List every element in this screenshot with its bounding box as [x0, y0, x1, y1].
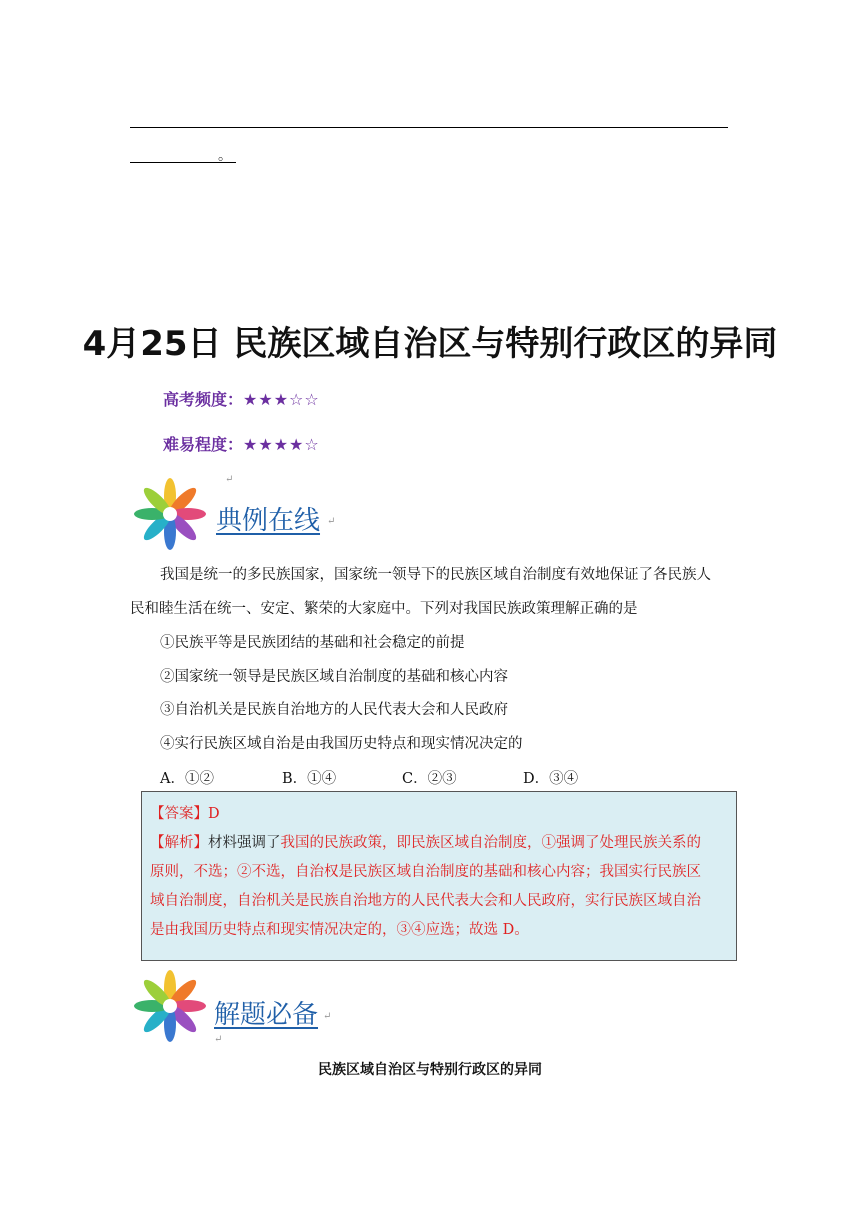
analysis-lead: 材料强调了 — [208, 835, 281, 851]
flower-logo-icon — [130, 474, 210, 554]
page-title: 4月25日 民族区域自治区与特别行政区的异同 — [82, 324, 778, 364]
option-b: B．①④ — [282, 771, 337, 787]
answer-value: D — [208, 806, 220, 822]
question-item: ③自治机关是民族自治地方的人民代表大会和人民政府 — [160, 702, 508, 718]
paragraph-mark: ↵ — [214, 1034, 223, 1045]
paragraph-mark: ↵ — [327, 516, 336, 527]
question-stem-line-2: 民和睦生活在统一、安定、繁荣的大家庭中。下列对我国民族政策理解正确的是 — [130, 601, 638, 617]
question-item: ①民族平等是民族团结的基础和社会稳定的前提 — [160, 635, 465, 651]
analysis-line-4: 是由我国历史特点和现实情况决定的，③④应选；故选 D。 — [150, 922, 529, 938]
analysis-line-3: 域自治制度，自治机关是民族自治地方的人民代表大会和人民政府，实行民族区域自治 — [150, 893, 701, 909]
frequency-row — [163, 387, 320, 410]
section-title-essentials: 解题必备 — [214, 1000, 319, 1030]
paragraph-mark: ↵ — [225, 474, 234, 485]
difficulty-row — [163, 432, 320, 455]
analysis-tag: 【解析】 — [150, 835, 208, 851]
answer-tag: 【答案】 — [150, 806, 208, 822]
answer-box — [141, 791, 737, 961]
option-a: A．①② — [160, 771, 214, 787]
flower-logo-icon — [130, 966, 210, 1046]
option-c: C．②③ — [402, 771, 457, 787]
top-rule — [130, 127, 728, 128]
difficulty-stars: ★★★★☆ — [243, 435, 320, 454]
option-d: D．③④ — [523, 771, 579, 787]
table-subheading: 民族区域自治区与特别行政区的异同 — [318, 1062, 542, 1078]
question-stem-line-1: 我国是统一的多民族国家，国家统一领导下的民族区域自治制度有效地保证了各民族人 — [160, 567, 711, 583]
frequency-stars: ★★★☆☆ — [243, 390, 320, 409]
question-item: ②国家统一领导是民族区域自治制度的基础和核心内容 — [160, 669, 508, 685]
answer-line — [150, 800, 728, 829]
question-item: ④实行民族区域自治是由我国历史特点和现实情况决定的 — [160, 736, 523, 752]
analysis-line-2: 原则，不选；②不选，自治权是民族区域自治制度的基础和核心内容；我国实行民族区 — [150, 864, 701, 880]
fill-blank-period: 。 — [218, 148, 232, 164]
frequency-label: 高考频度： — [163, 390, 244, 409]
paragraph-mark: ↵ — [323, 1011, 332, 1022]
analysis-line-1: 【解析】材料强调了我国的民族政策，即民族区域自治制度，①强调了处理民族关系的 — [150, 835, 701, 851]
section-title-examples: 典例在线 — [216, 506, 321, 536]
difficulty-label: 难易程度： — [163, 435, 244, 454]
